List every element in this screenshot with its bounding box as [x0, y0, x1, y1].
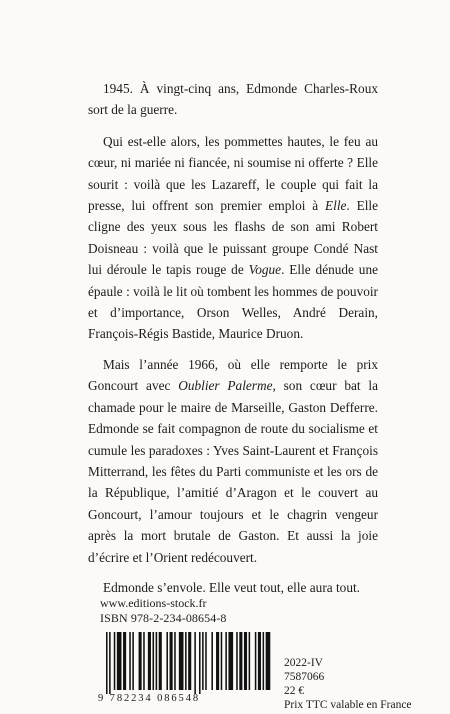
barcode-bar	[266, 632, 271, 690]
barcode	[98, 632, 273, 708]
barcode-bar	[174, 632, 176, 690]
barcode-bars	[106, 632, 271, 694]
barcode-bar	[225, 632, 227, 690]
price-note: Prix TTC valable en France	[284, 699, 412, 711]
barcode-bar	[139, 632, 142, 690]
publisher-website: www.editions-stock.fr	[100, 596, 207, 610]
barcode-bar	[239, 632, 242, 690]
barcode-bar	[211, 632, 213, 690]
barcode-bar	[132, 632, 134, 690]
barcode-bar	[249, 632, 251, 690]
barcode-bar	[194, 632, 196, 694]
barcode-digits: 9 782234 086548	[98, 693, 200, 704]
barcode-bar	[228, 632, 233, 690]
barcode-bar	[179, 632, 184, 690]
price: 22 €	[284, 685, 305, 697]
barcode-bar	[258, 632, 261, 690]
barcode-bar	[236, 632, 238, 690]
paragraph-2: Qui est-elle alors, les pommettes hautes, le feu au cœur, ni mariée ni fiancée, ni soumise ni offerte ? Elle sourit : voilà que les Lazareff, le couple qui fait la presse, lui offrent son premier emploi à Elle. Elle cligne des yeux sous les flashs de son ami Robert Doisneau : voilà que le puissant groupe Condé Nast lui déroule le tapis rouge de Vogue. Elle dénude une épaule : voilà le lit où tombent les hommes de pouvoir et d’importance, Orson Welles, André Derain, François-Régis Bastide, Maurice Druon.	[88, 133, 378, 342]
reference-code: 7587066	[284, 671, 325, 683]
paragraph-1: 1945. À vingt-cinq ans, Edmonde Charles-Roux sort de la guerre.	[88, 81, 378, 118]
barcode-bar	[205, 632, 207, 690]
barcode-bar	[123, 632, 126, 690]
barcode-bar	[221, 632, 223, 690]
barcode-bar	[106, 632, 108, 694]
barcode-bar	[117, 632, 122, 690]
barcode-bar	[143, 632, 145, 690]
barcode-bar	[185, 632, 187, 690]
barcode-bar	[129, 632, 131, 690]
barcode-bar	[148, 632, 151, 690]
barcode-bar	[188, 632, 191, 690]
barcode-bar	[263, 632, 265, 690]
barcode-bar	[255, 632, 257, 690]
paragraph-4: Edmonde s’envole. Elle veut tout, elle aura tout.	[103, 579, 360, 595]
back-cover-text	[88, 78, 378, 607]
barcode-bar	[244, 632, 247, 690]
barcode-bar	[166, 632, 168, 690]
barcode-bar	[216, 632, 219, 690]
barcode-bar	[199, 632, 201, 694]
paragraph-3: Mais l’année 1966, où elle remporte le prix Goncourt avec Oublier Palerme, son cœur bat la chamade pour le maire de Marseille, Gaston Defferre. Edmonde se fait compagnon de route du socialisme et cumule les paradoxes : Yves Saint-Laurent et François Mitterrand, les fêtes du Parti communiste et les ors de la République, l’amitié d’Aragon et le couvert au Goncourt, l’amour toujours et le chagrin vengeur après la mort brutale de Gaston. Et aussi la joie d’écrire et l’Orient redécouvert.	[88, 356, 378, 565]
barcode-bar	[170, 632, 173, 690]
isbn-number: ISBN 978-2-234-08654-8	[100, 611, 227, 625]
barcode-bar	[153, 632, 155, 690]
barcode-bar	[114, 632, 116, 690]
barcode-bar	[202, 632, 204, 690]
barcode-bar	[159, 632, 162, 690]
barcode-bar	[109, 632, 111, 694]
edition-code: 2022-IV	[284, 657, 323, 669]
barcode-bar	[156, 632, 158, 690]
